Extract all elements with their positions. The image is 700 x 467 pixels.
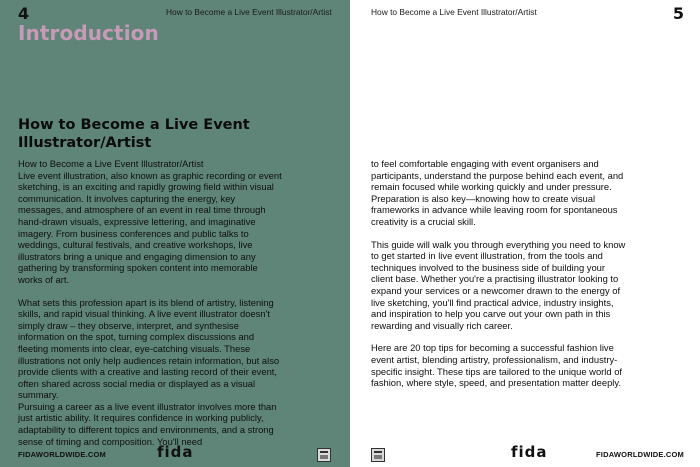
paragraph: How to Become a Live Event Illustrator/Artist <box>18 158 204 169</box>
section-title: How to Become a Live Event Illustrator/Artist <box>18 117 250 151</box>
page-number-right: 5 <box>672 4 684 23</box>
paragraph: Here are 20 top tips for becoming a successful fashion live event artist, blending artistry, professionalism, and industry-specific insight. These tips are tailored to the unique world of fashion, where style, speed, and presentation matter deeply. <box>371 342 623 389</box>
paragraph: Live event illustration, also known as graphic recording or event sketching, is an exciting and rapidly growing field within visual communication. It involves capturing the energy, key messages, and atmosphere of an event in real time through hand-drawn visuals, expressive lettering, and imaginative imagery. From business conferences and public talks to weddings, cultural festivals, and creative workshops, live illustrators bring a unique and engaging dimension to any gathering by transforming spoken content into memorable works of art. <box>18 169 282 285</box>
footer-url-right[interactable]: FIDAWORLDWIDE.COM <box>596 450 684 459</box>
paragraph: to feel comfortable engaging with event organisers and participants, understand the purpose behind each event, and remain focused while working quickly and under pressure. Preparation is also key—knowing how to create visual frameworks in advance while leaving room for spontaneous creativity is a crucial skill. <box>371 158 624 227</box>
running-head-left: How to Become a Live Event Illustrator/Artist <box>166 7 332 17</box>
footer-url-left[interactable]: FIDAWORLDWIDE.COM <box>18 450 106 459</box>
fida-logo-left: fida <box>157 443 194 461</box>
right-body-text <box>371 158 629 389</box>
paragraph: Pursuing a career as a live event illustrator involves more than just artistic ability. It requires confidence in working publicly, adaptability to different topics and environments, and a strong sense of timing and composition. You'll need <box>18 400 277 447</box>
running-head-right: How to Become a Live Event Illustrator/Artist <box>371 7 537 17</box>
paragraph: What sets this profession apart is its blend of artistry, listening skills, and rapid visual thinking. A live event illustrator doesn't simply draw – they observe, interpret, and synthesise information on the spot, turning complex discussions and fleeting moments into clear, eye-catching visuals. These illustrations not only help audiences retain information, but also provide clients with a creative and lasting record of their event, often shared across social media or displayed as a visual summary. <box>18 296 280 401</box>
right-page <box>350 0 700 467</box>
page-number-left: 4 <box>18 4 30 23</box>
publication-badge-icon <box>317 448 331 462</box>
fida-logo-right: fida <box>511 443 548 461</box>
chapter-title: Introduction <box>18 21 159 45</box>
publication-badge-icon <box>371 448 385 462</box>
left-body-text <box>18 158 283 447</box>
paragraph: This guide will walk you through everything you need to know to get started in live event illustration, from the tools and techniques involved to the business side of building your client base. Whether you're a practising illustrator looking to expand your services or a newcomer drawn to the energy of live sketching, you'll find practical advice, industry insights, and inspiration to help you carve out your own path in this rewarding and visually rich career. <box>371 238 626 331</box>
